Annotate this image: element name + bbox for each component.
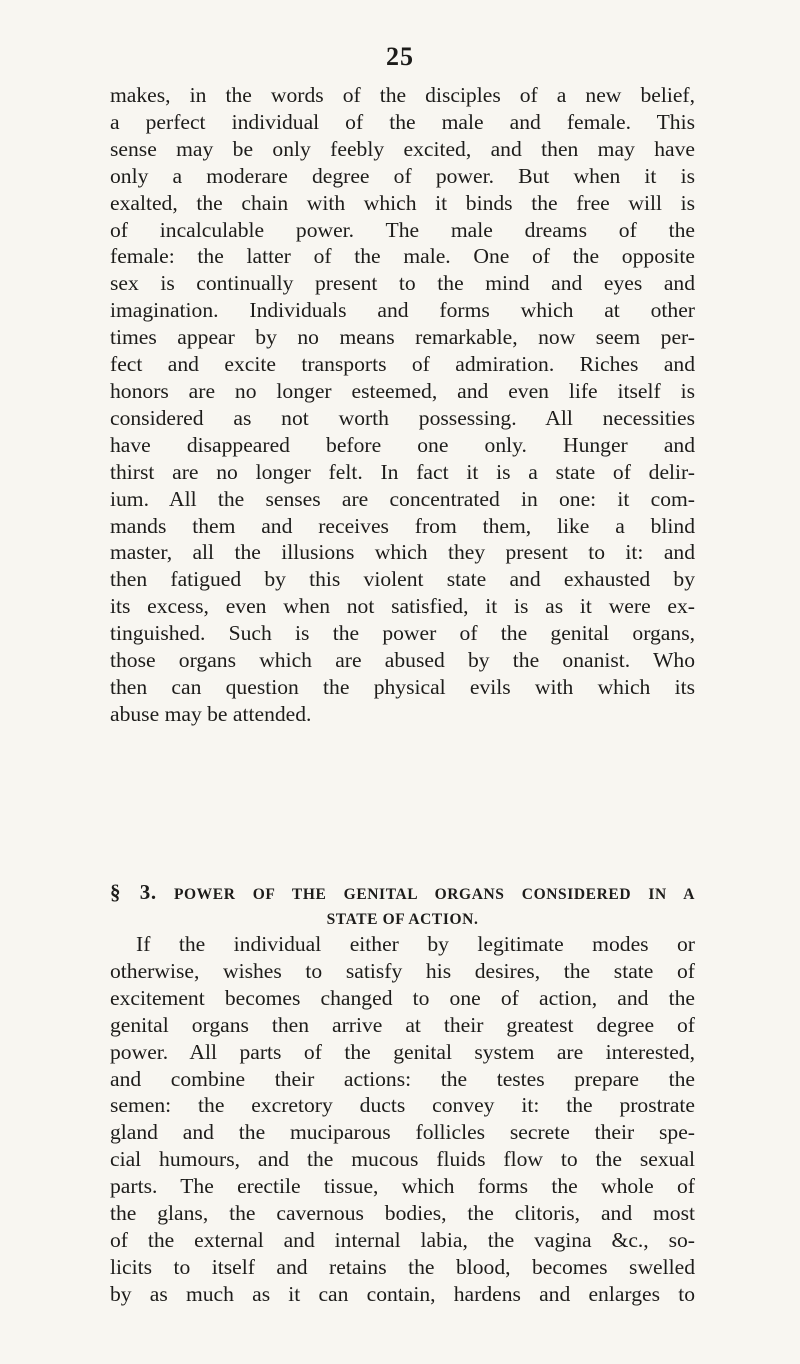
text-line: of the external and internal labia, the vagina &c., so- [110, 1227, 695, 1252]
text-line: parts. The erectile tissue, which forms the whole of [110, 1174, 695, 1199]
section-heading [110, 880, 695, 932]
text-line: of incalculable power. The male dreams of the [110, 217, 695, 242]
section-title-part-1: POWER OF THE GENITAL ORGANS CONSIDERED IN A [173, 886, 695, 903]
text-line: female: the latter of the male. One of the opposite [110, 244, 695, 269]
text-line: honors are no longer esteemed, and even life itself is [110, 378, 695, 403]
text-line: excitement becomes changed to one of action, and the [110, 985, 695, 1010]
text-line: by as much as it can contain, hardens and enlarges to [110, 1281, 695, 1306]
text-line: exalted, the chain with which it binds the free will is [110, 190, 695, 215]
text-line: semen: the excretory ducts convey it: the prostrate [110, 1093, 695, 1118]
text-line: mands them and receives from them, like a blind [110, 513, 695, 538]
text-line: gland and the muciparous follicles secrete their spe- [110, 1120, 695, 1145]
text-line: otherwise, wishes to satisfy his desires, the state of [110, 958, 695, 983]
text-line: only a moderare degree of power. But when it is [110, 163, 695, 188]
text-line: sex is continually present to the mind and eyes and [110, 271, 695, 296]
text-line: times appear by no means remarkable, now seem per- [110, 325, 695, 350]
text-line: sense may be only feebly excited, and then may have [110, 136, 695, 161]
text-line: makes, in the words of the disciples of a new belief, [110, 83, 695, 107]
text-line: then fatigued by this violent state and exhausted by [110, 567, 695, 592]
text-line: imagination. Individuals and forms which at other [110, 298, 695, 323]
paragraph-2 [110, 931, 695, 1308]
text-line: abuse may be attended. [110, 701, 312, 726]
text-line: power. All parts of the genital system are interested, [110, 1039, 695, 1064]
text-line: If the individual either by legitimate modes or [136, 932, 695, 956]
text-line: then can question the physical evils with which its [110, 674, 695, 699]
text-line: ium. All the senses are concentrated in one: it com- [110, 486, 695, 511]
text-line: the glans, the cavernous bodies, the clitoris, and most [110, 1201, 695, 1226]
section-heading-line-1 [110, 880, 695, 907]
text-line: licits to itself and retains the blood, becomes swelled [110, 1254, 695, 1279]
text-line: its excess, even when not satisfied, it is as it were ex- [110, 594, 695, 619]
text-line: those organs which are abused by the onanist. Who [110, 648, 695, 673]
text-line: genital organs then arrive at their greatest degree of [110, 1012, 695, 1037]
section-title-part-2: STATE OF ACTION. [326, 911, 479, 928]
text-line: tinguished. Such is the power of the genital organs, [110, 621, 695, 646]
paragraph-1 [110, 82, 695, 728]
text-line: thirst are no longer felt. In fact it is a state of delir- [110, 459, 695, 484]
section-symbol: § 3. [110, 880, 157, 904]
text-line: cial humours, and the mucous fluids flow to the sexual [110, 1147, 695, 1172]
page-number: 25 [386, 42, 414, 71]
text-line: have disappeared before one only. Hunger and [110, 432, 695, 457]
text-line: master, all the illusions which they present to it: and [110, 540, 695, 565]
text-line: and combine their actions: the testes prepare the [110, 1066, 695, 1091]
text-line: fect and excite transports of admiration. Riches and [110, 352, 695, 377]
text-line: a perfect individual of the male and female. This [110, 109, 695, 134]
text-line: considered as not worth possessing. All necessities [110, 405, 695, 430]
